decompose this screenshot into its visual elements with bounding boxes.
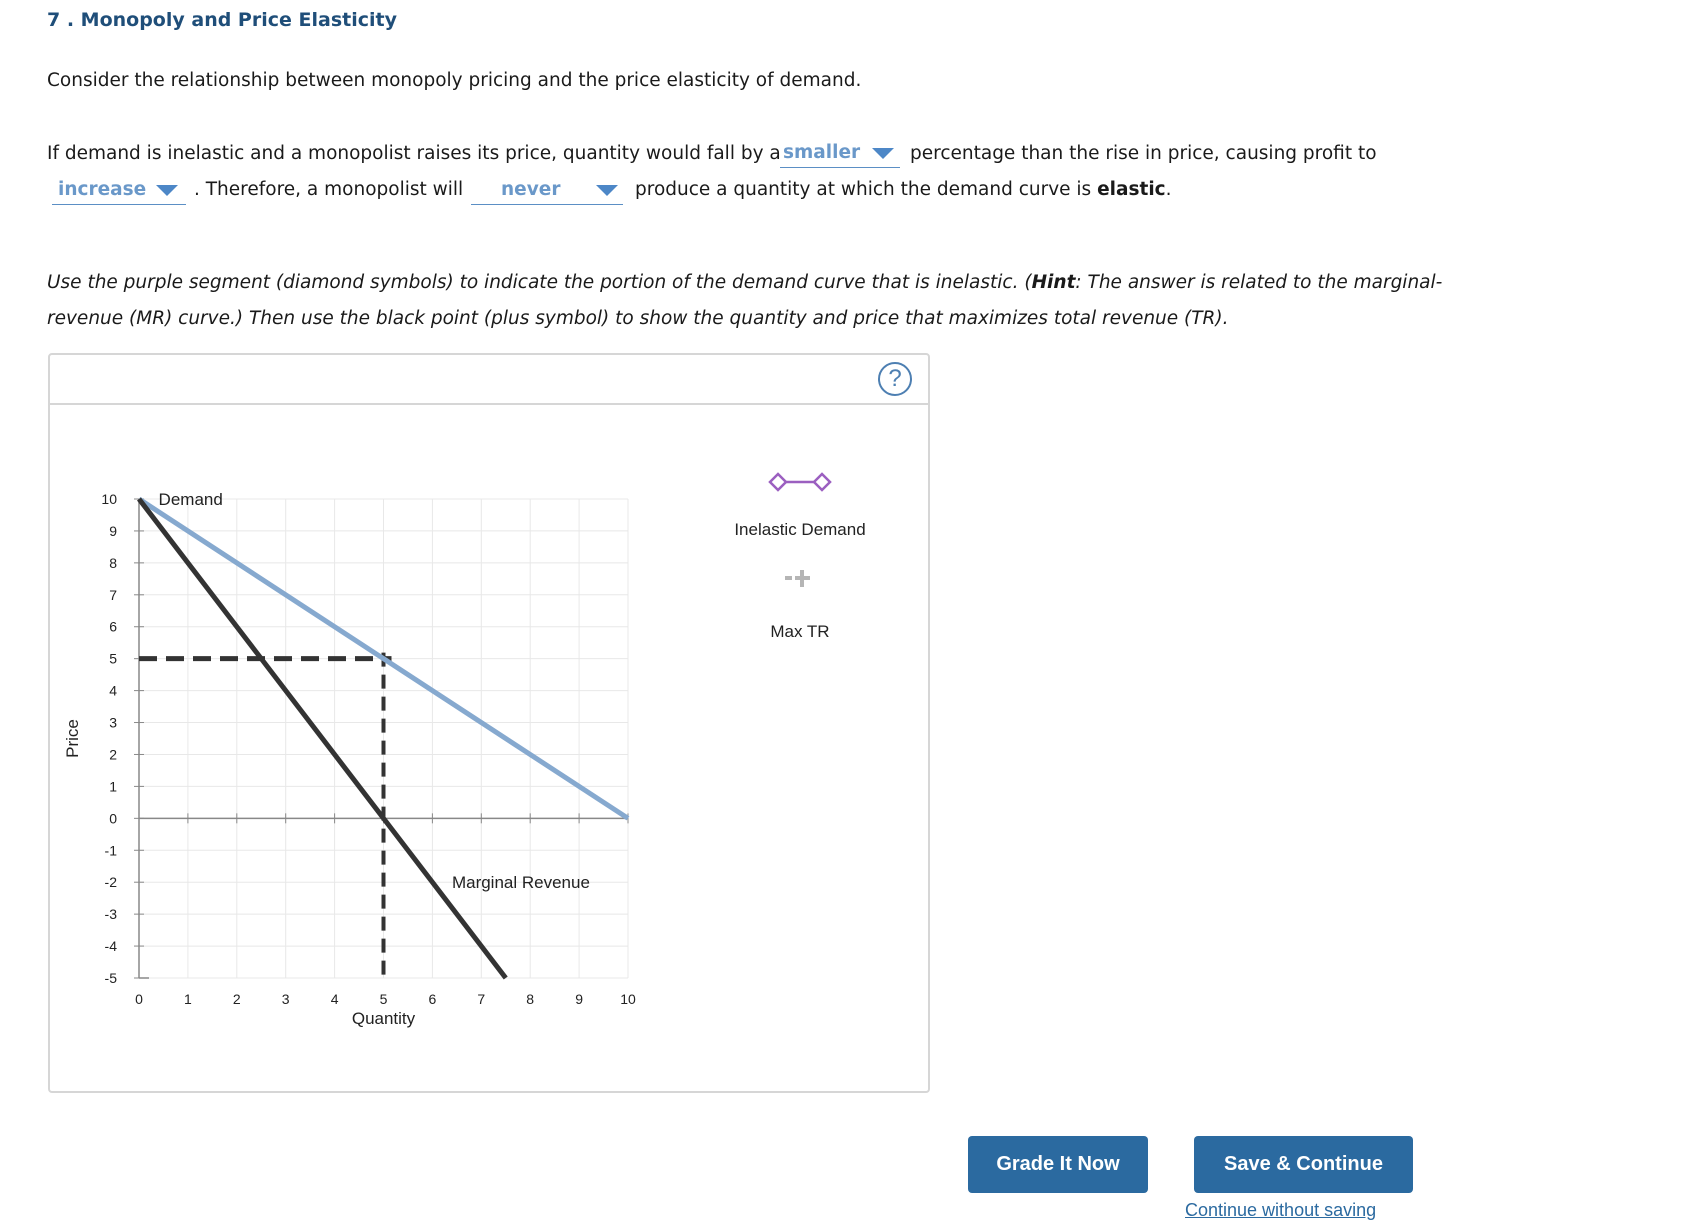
- inelastic-demand-label: Inelastic Demand: [734, 520, 866, 539]
- marginal-revenue-curve: [139, 499, 506, 978]
- y-tick-label: 9: [109, 522, 117, 539]
- x-axis-title: Quantity: [351, 1009, 416, 1028]
- sentence-part3: . Therefore, a monopolist will: [194, 179, 464, 200]
- help-icon[interactable]: ?: [878, 362, 912, 396]
- y-tick-label: 7: [109, 586, 117, 603]
- x-tick-label: 5: [379, 991, 388, 1007]
- chevron-down-icon: [872, 148, 894, 159]
- hint-word: Hint: [1031, 272, 1076, 293]
- instruction-line1: Use the purple segment (diamond symbols) to indicate the portion of the demand curve that is inelastic. (Hint: The answer is related to the marginal-: [47, 272, 1443, 293]
- y-tick-label: -1: [104, 842, 117, 859]
- diamond-icon: [814, 474, 830, 490]
- diamond-icon: [770, 474, 786, 490]
- x-tick-label: 1: [184, 991, 192, 1007]
- chevron-down-icon: [156, 185, 178, 196]
- dropdown-increase-value: increase: [58, 179, 147, 200]
- sentence-period: .: [1165, 179, 1172, 200]
- y-tick-label: 1: [109, 778, 117, 795]
- dropdown-never-value: never: [501, 179, 561, 200]
- sentence-part4: produce a quantity at which the demand curve is: [635, 179, 1092, 200]
- dropdown-increase[interactable]: [52, 177, 186, 205]
- x-tick-label: 0: [135, 991, 143, 1007]
- x-tick-label: 7: [477, 991, 486, 1007]
- save-continue-button[interactable]: Save & Continue: [1194, 1136, 1413, 1193]
- x-tick-label: 10: [620, 991, 636, 1007]
- y-tick-label: -3: [104, 906, 117, 923]
- x-tick-label: 3: [281, 991, 290, 1007]
- y-tick-label: -2: [104, 874, 117, 891]
- x-tick-label: 4: [330, 991, 339, 1007]
- y-tick-label: 6: [109, 618, 117, 635]
- sentence-part4-line: [635, 179, 1172, 200]
- question-intro: Consider the relationship between monopoly pricing and the price elasticity of demand.: [47, 70, 862, 91]
- sentence-part2: percentage than the rise in price, causing profit to: [910, 143, 1377, 164]
- sentence-part1: If demand is inelastic and a monopolist raises its price, quantity would fall by a: [47, 143, 781, 164]
- chart-svg[interactable]: [50, 405, 928, 1091]
- y-tick-label: -5: [104, 970, 117, 986]
- max-tr-label: Max TR: [770, 622, 830, 641]
- y-tick-label: 4: [109, 682, 117, 699]
- mr-curve-label: Marginal Revenue: [451, 873, 590, 893]
- dropdown-smaller[interactable]: [780, 140, 900, 168]
- x-tick-label: 6: [428, 991, 437, 1007]
- y-tick-label: 10: [101, 491, 117, 507]
- graph-panel: [48, 353, 930, 1093]
- question-title: 7 . Monopoly and Price Elasticity: [47, 9, 397, 31]
- y-tick-label: -4: [104, 938, 117, 955]
- y-tick-label: 0: [109, 810, 117, 827]
- dropdown-never[interactable]: [471, 177, 623, 205]
- sentence-elastic-word: elastic: [1097, 179, 1166, 200]
- grade-it-now-button[interactable]: Grade It Now: [968, 1136, 1148, 1193]
- x-tick-label: 9: [575, 991, 583, 1007]
- x-tick-label: 8: [526, 991, 535, 1007]
- y-tick-label: 3: [109, 714, 117, 731]
- y-tick-label: 2: [109, 746, 117, 763]
- chevron-down-icon: [596, 185, 618, 196]
- demand-curve-label: Demand: [158, 490, 223, 509]
- graph-toolbar: [50, 355, 928, 405]
- y-axis-title: Price: [63, 719, 82, 758]
- y-tick-label: 5: [109, 650, 117, 667]
- x-tick-label: 2: [232, 991, 241, 1007]
- dropdown-smaller-value: smaller: [783, 142, 861, 163]
- y-tick-label: 8: [109, 554, 117, 571]
- continue-without-saving-link[interactable]: Continue without saving: [1185, 1200, 1377, 1220]
- instruction-line2: revenue (MR) curve.) Then use the black point (plus symbol) to show the quantity and price that maximizes total revenue (TR).: [47, 308, 1229, 329]
